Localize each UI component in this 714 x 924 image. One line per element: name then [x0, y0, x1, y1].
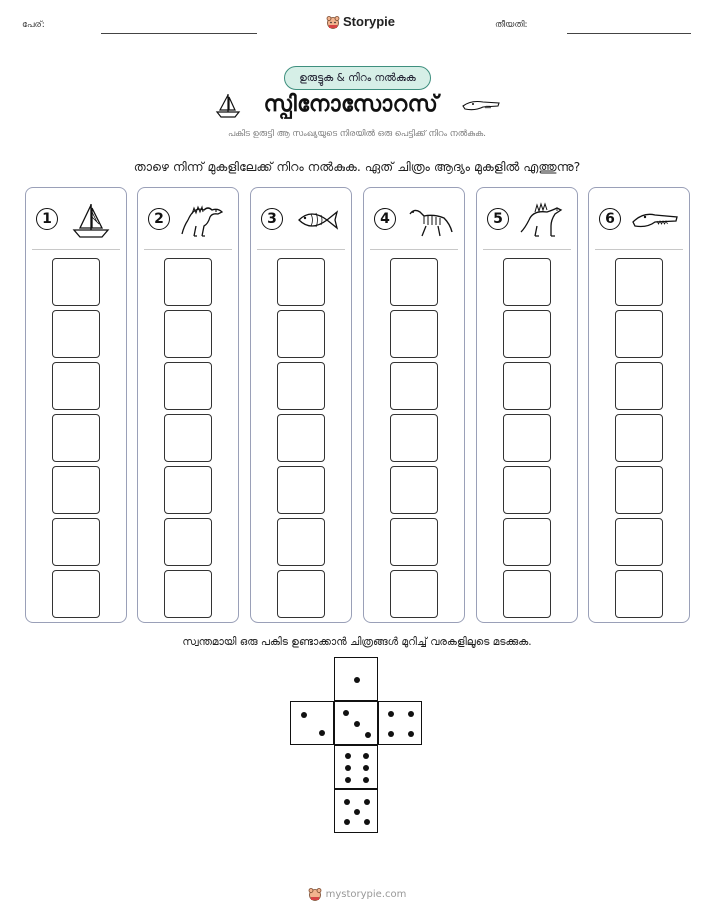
name-field-line[interactable] — [101, 33, 257, 34]
dice-pip — [363, 765, 369, 771]
subtitle: പകിട ഉരുട്ടി ആ സംഖ്യയുടെ നിരയിൽ ഒരു പെട്ടിക്ക് നിറം നൽകുക. — [228, 129, 486, 139]
dice-pip — [345, 765, 351, 771]
brand-logo — [326, 14, 395, 29]
color-box[interactable] — [52, 258, 100, 306]
dice-face-3 — [334, 701, 378, 745]
color-box[interactable] — [164, 518, 212, 566]
column-header — [251, 188, 351, 248]
column-header — [138, 188, 238, 248]
color-box[interactable] — [503, 310, 551, 358]
dice-pip — [364, 819, 370, 825]
column-divider — [483, 249, 571, 250]
dinosaur-skeleton-icon — [404, 200, 454, 240]
color-box[interactable] — [164, 414, 212, 462]
storypie-mascot-icon — [326, 15, 340, 29]
column-2 — [137, 187, 239, 623]
dice-pip — [365, 732, 371, 738]
date-field-line[interactable] — [567, 33, 691, 34]
dice-pip — [408, 731, 414, 737]
column-divider — [370, 249, 458, 250]
column-number: 6 — [599, 208, 621, 230]
dice-pip — [363, 777, 369, 783]
crocodile-head-icon — [461, 95, 501, 115]
color-box[interactable] — [277, 466, 325, 514]
color-box[interactable] — [164, 258, 212, 306]
brand-name: Storypie — [343, 14, 396, 29]
dice-pip — [354, 677, 360, 683]
dice-pip — [388, 711, 394, 717]
color-box[interactable] — [277, 518, 325, 566]
color-box[interactable] — [164, 310, 212, 358]
crocodile-head-icon — [629, 200, 679, 240]
color-box[interactable] — [52, 362, 100, 410]
column-number: 3 — [261, 208, 283, 230]
activity-badge: ഉരുട്ടുക & നിറം നൽകുക — [284, 66, 431, 90]
column-divider — [595, 249, 683, 250]
color-box[interactable] — [52, 466, 100, 514]
dice-face-1 — [334, 657, 378, 701]
color-box[interactable] — [390, 518, 438, 566]
dice-pip — [354, 809, 360, 815]
column-number: 4 — [374, 208, 396, 230]
color-box[interactable] — [615, 414, 663, 462]
color-box[interactable] — [390, 570, 438, 618]
dice-pip — [344, 819, 350, 825]
column-header — [364, 188, 464, 248]
dice-pip — [354, 721, 360, 727]
storypie-mascot-icon — [308, 887, 322, 901]
color-box[interactable] — [277, 362, 325, 410]
dice-pip — [343, 710, 349, 716]
dice-face-5 — [334, 789, 378, 833]
color-box[interactable] — [390, 414, 438, 462]
color-box[interactable] — [164, 362, 212, 410]
column-number: 5 — [487, 208, 509, 230]
color-box[interactable] — [503, 466, 551, 514]
dice-pip — [345, 777, 351, 783]
column-divider — [32, 249, 120, 250]
fish-icon — [291, 200, 341, 240]
color-box[interactable] — [277, 570, 325, 618]
color-box[interactable] — [164, 466, 212, 514]
color-box[interactable] — [615, 258, 663, 306]
page-title — [0, 91, 714, 119]
title-text: സ്പിനോസോറസ് — [263, 92, 439, 117]
color-box[interactable] — [277, 310, 325, 358]
footer — [0, 887, 714, 901]
dice-pip — [345, 753, 351, 759]
color-box[interactable] — [390, 310, 438, 358]
column-divider — [257, 249, 345, 250]
fold-instruction: സ്വന്തമായി ഒരു പകിട ഉണ്ടാക്കാൻ ചിത്രങ്ങൾ മുറിച്ച് വരകളിലൂടെ മടക്കുക. — [182, 636, 532, 648]
spinosaurus-icon — [178, 200, 228, 240]
footer-url[interactable]: mystorypie.com — [325, 888, 407, 900]
color-box[interactable] — [615, 466, 663, 514]
color-box[interactable] — [52, 310, 100, 358]
dice-face-2 — [290, 701, 334, 745]
column-3 — [250, 187, 352, 623]
column-divider — [144, 249, 232, 250]
color-box[interactable] — [503, 362, 551, 410]
color-box[interactable] — [503, 570, 551, 618]
dice-face-6 — [334, 745, 378, 789]
boat-icon — [66, 200, 116, 240]
color-box[interactable] — [277, 258, 325, 306]
dice-pip — [388, 731, 394, 737]
dice-pip — [408, 711, 414, 717]
column-4 — [363, 187, 465, 623]
spinosaurus-standing-icon — [517, 200, 567, 240]
color-box[interactable] — [503, 414, 551, 462]
color-box[interactable] — [390, 466, 438, 514]
color-box[interactable] — [615, 362, 663, 410]
color-box[interactable] — [503, 258, 551, 306]
color-box[interactable] — [164, 570, 212, 618]
column-header — [589, 188, 689, 248]
dice-pip — [319, 730, 325, 736]
color-box[interactable] — [277, 414, 325, 462]
name-label: പേര്: — [22, 20, 45, 30]
dice-pip — [344, 799, 350, 805]
column-5 — [476, 187, 578, 623]
column-1 — [25, 187, 127, 623]
date-label: തീയതി: — [495, 20, 528, 30]
column-number: 2 — [148, 208, 170, 230]
dice-pip — [364, 799, 370, 805]
dice-face-4 — [378, 701, 422, 745]
color-box[interactable] — [52, 414, 100, 462]
column-6 — [588, 187, 690, 623]
color-box[interactable] — [390, 362, 438, 410]
color-box[interactable] — [503, 518, 551, 566]
dice-pip — [301, 712, 307, 718]
question: താഴെ നിന്ന് മുകളിലേക്ക് നിറം നൽകുക. ഏത് ചിത്രം ആദ്യം മുകളിൽ എത്തുന്നു? — [133, 159, 581, 174]
column-number: 1 — [36, 208, 58, 230]
boat-icon — [214, 91, 242, 119]
color-box[interactable] — [52, 518, 100, 566]
color-box[interactable] — [615, 570, 663, 618]
color-box[interactable] — [615, 518, 663, 566]
color-box[interactable] — [390, 258, 438, 306]
column-header — [26, 188, 126, 248]
color-box[interactable] — [615, 310, 663, 358]
column-header — [477, 188, 577, 248]
color-box[interactable] — [52, 570, 100, 618]
dice-pip — [363, 753, 369, 759]
